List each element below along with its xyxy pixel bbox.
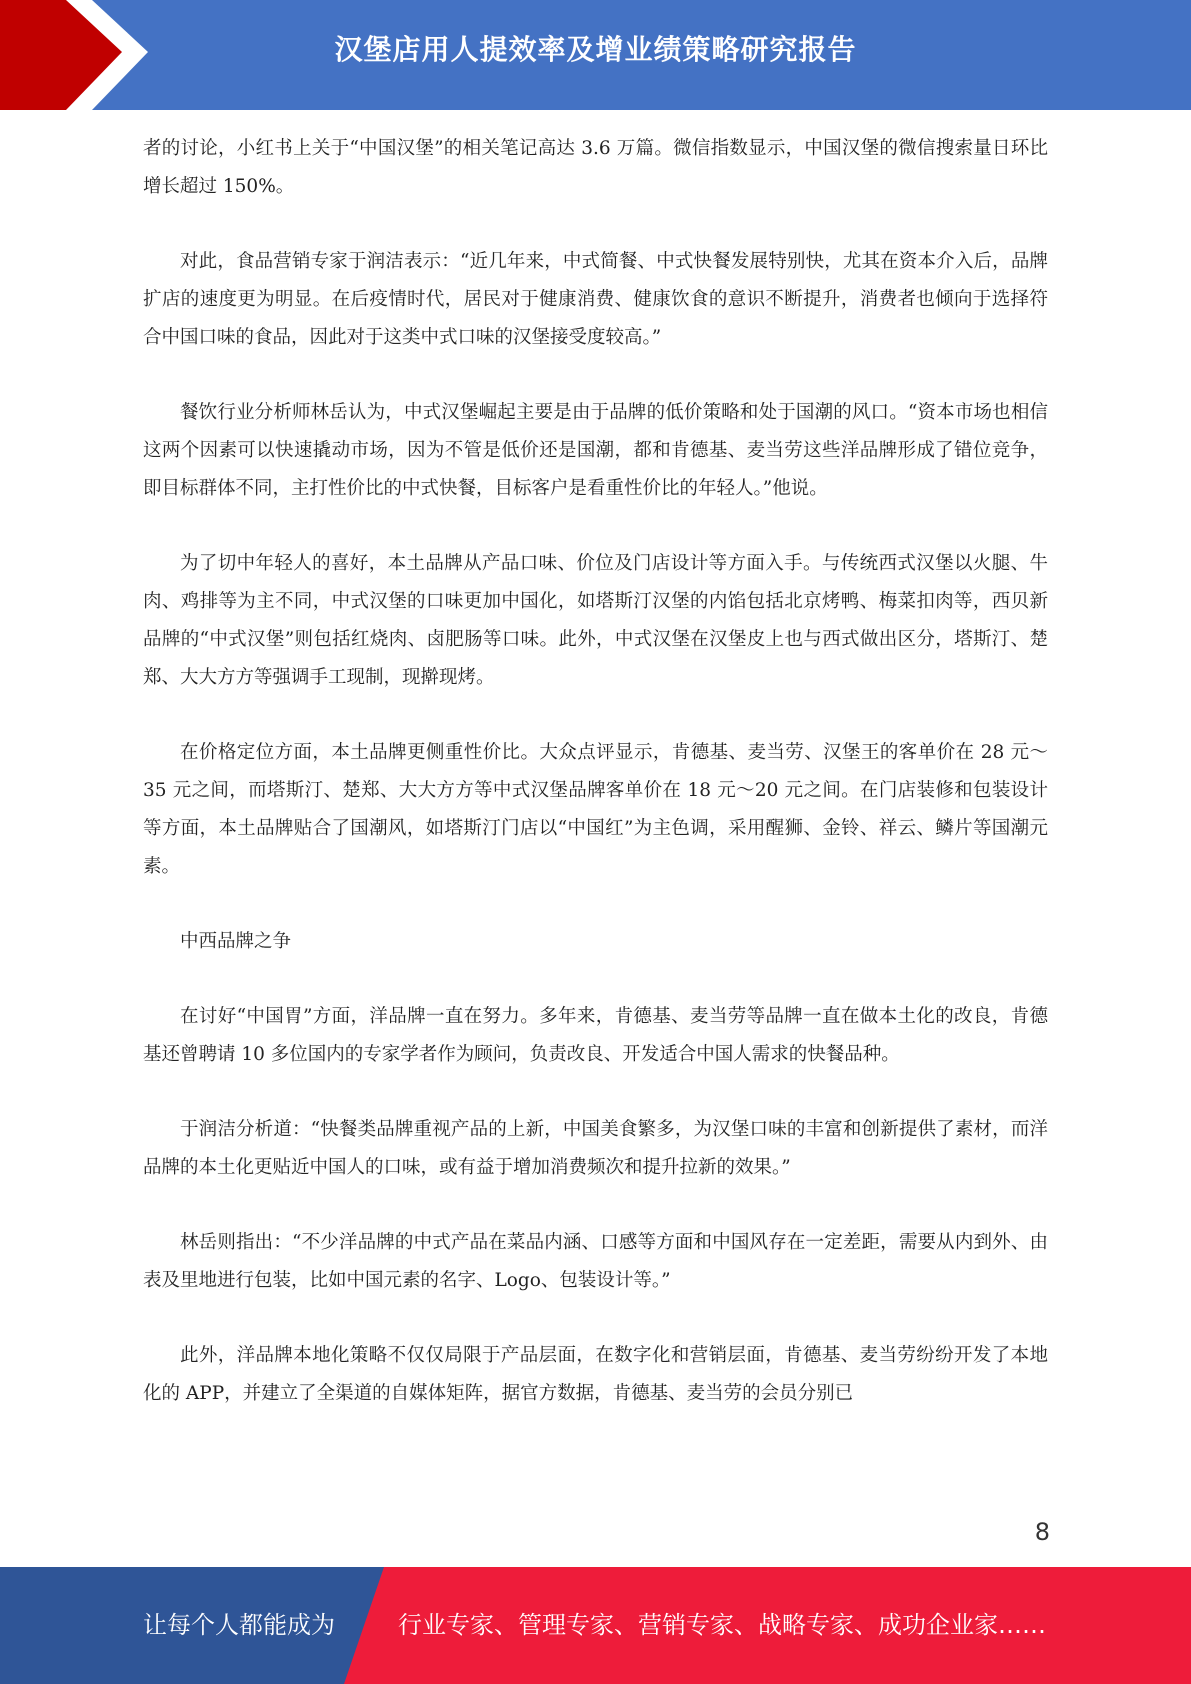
paragraph: 林岳则指出：“不少洋品牌的中式产品在菜品内涵、口感等方面和中国风存在一定差距，需要从内到外、由表及里地进行包装，比如中国元素的名字、Logo、包装设计等。” bbox=[143, 1232, 1048, 1291]
footer-slogan-left: 让每个人都能成为 bbox=[143, 1611, 335, 1639]
page-footer bbox=[0, 1567, 1191, 1684]
footer-slogan-right: 行业专家、管理专家、营销专家、战略专家、成功企业家…… bbox=[398, 1611, 1046, 1639]
paragraph: 对此，食品营销专家于润洁表示：“近几年来，中式简餐、中式快餐发展特别快，尤其在资本介入后，品牌扩店的速度更为明显。在后疫情时代，居民对于健康消费、健康饮食的意识不断提升，消费者也倾向于选择符合中国口味的食品，因此对于这类中式口味的汉堡接受度较高。” bbox=[143, 251, 1048, 348]
section-heading: 中西品牌之争 bbox=[180, 931, 292, 952]
paragraph: 于润洁分析道：“快餐类品牌重视产品的上新，中国美食繁多，为汉堡口味的丰富和创新提供了素材，而洋品牌的本土化更贴近中国人的口味，或有益于增加消费频次和提升拉新的效果。” bbox=[143, 1119, 1048, 1178]
paragraph: 餐饮行业分析师林岳认为，中式汉堡崛起主要是由于品牌的低价策略和处于国潮的风口。“资本市场也相信这两个因素可以快速撬动市场，因为不管是低价还是国潮，都和肯德基、麦当劳这些洋品牌形成了错位竞争，即目标群体不同，主打性价比的中式快餐，目标客户是看重性价比的年轻人。”他说。 bbox=[143, 402, 1048, 499]
paragraph: 在讨好“中国胃”方面，洋品牌一直在努力。多年来，肯德基、麦当劳等品牌一直在做本土化的改良，肯德基还曾聘请 10 多位国内的专家学者作为顾问，负责改良、开发适合中国人需求的快餐品种。 bbox=[143, 1006, 1048, 1065]
document-body bbox=[143, 130, 1048, 1450]
paragraph: 者的讨论，小红书上关于“中国汉堡”的相关笔记高达 3.6 万篇。微信指数显示，中国汉堡的微信搜索量日环比增长超过 150%。 bbox=[143, 138, 1048, 197]
paragraph: 在价格定位方面，本土品牌更侧重性价比。大众点评显示，肯德基、麦当劳、汉堡王的客单价在 28 元～35 元之间，而塔斯汀、楚郑、大大方方等中式汉堡品牌客单价在 18 元～20 元之间。在门店装修和包装设计等方面，本土品牌贴合了国潮风，如塔斯汀门店以“中国红”为主色调，采用醒狮、金铃、祥云、鳞片等国潮元素。 bbox=[143, 742, 1048, 877]
page-number: 8 bbox=[1034, 1518, 1050, 1546]
paragraph: 为了切中年轻人的喜好，本土品牌从产品口味、价位及门店设计等方面入手。与传统西式汉堡以火腿、牛肉、鸡排等为主不同，中式汉堡的口味更加中国化，如塔斯汀汉堡的内馅包括北京烤鸭、梅菜扣肉等，西贝新品牌的“中式汉堡”则包括红烧肉、卤肥肠等口味。此外，中式汉堡在汉堡皮上也与西式做出区分，塔斯汀、楚郑、大大方方等强调手工现制，现擀现烤。 bbox=[143, 553, 1048, 688]
page-header bbox=[0, 0, 1191, 110]
document-title: 汉堡店用人提效率及增业绩策略研究报告 bbox=[334, 33, 857, 66]
paragraph: 此外，洋品牌本地化策略不仅仅局限于产品层面，在数字化和营销层面，肯德基、麦当劳纷纷开发了本地化的 APP，并建立了全渠道的自媒体矩阵，据官方数据，肯德基、麦当劳的会员分别已 bbox=[143, 1345, 1048, 1404]
